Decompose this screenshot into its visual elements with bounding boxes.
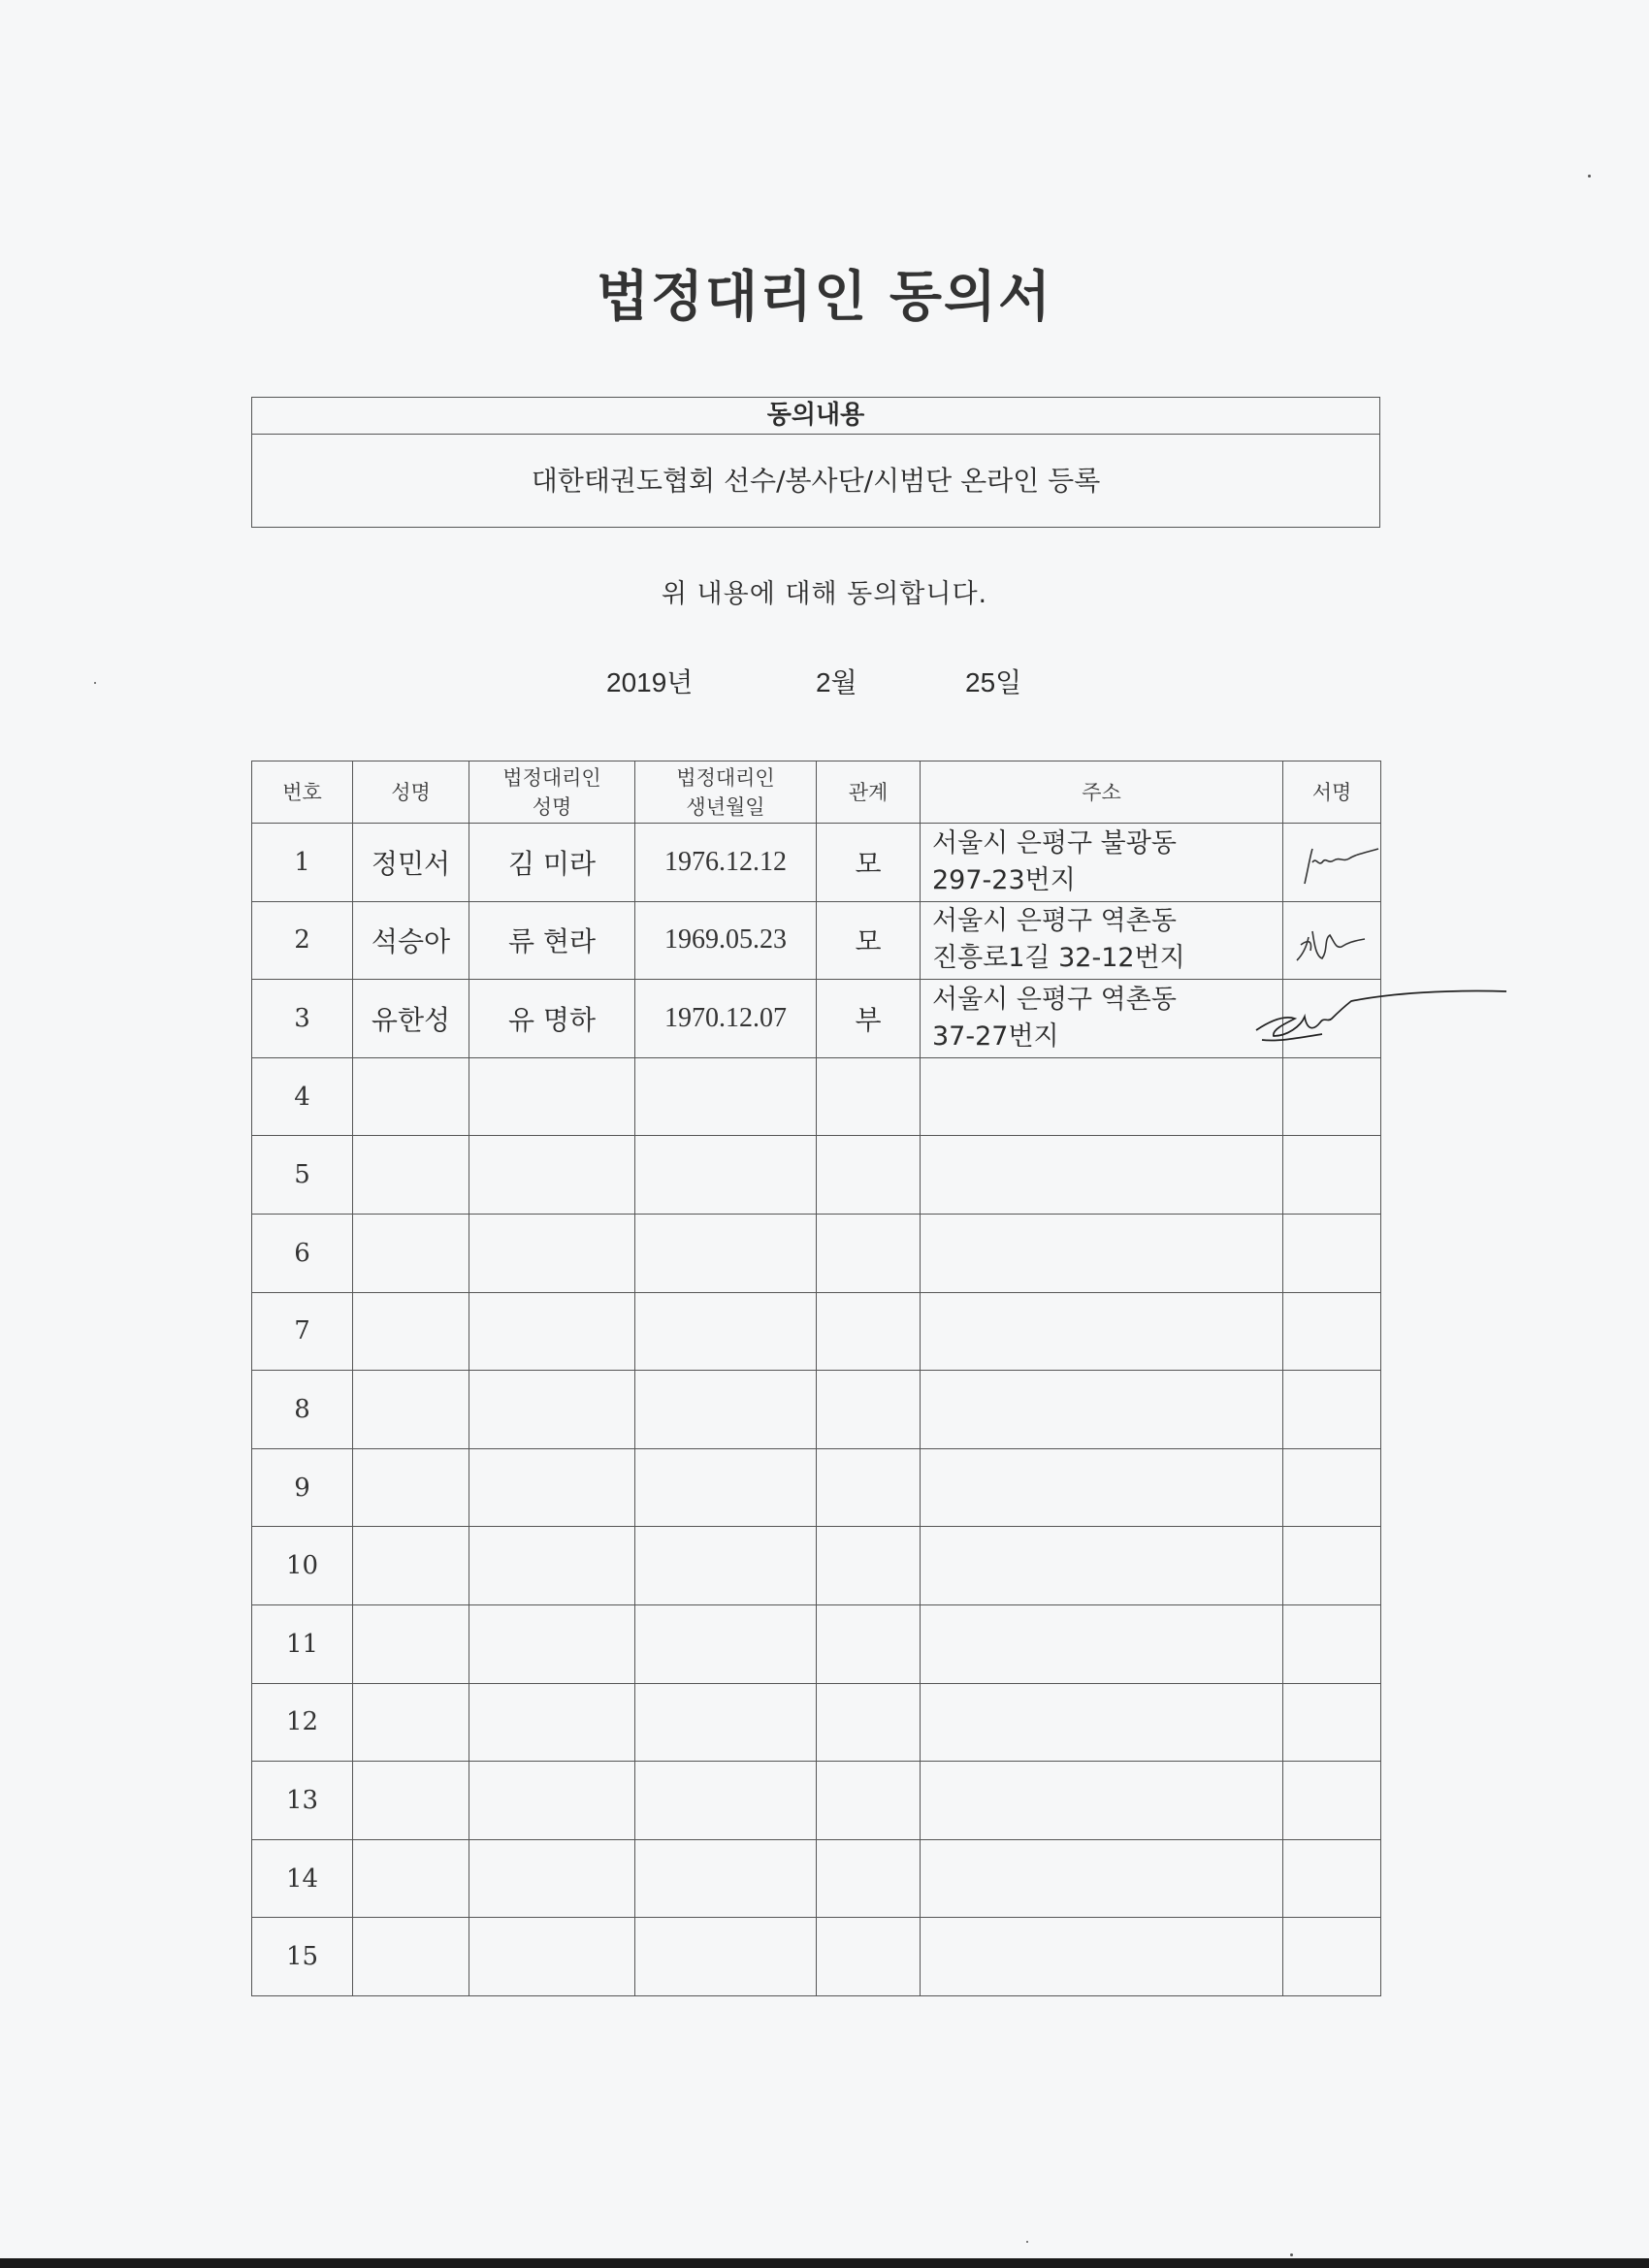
cell-guardian-name: 류 현라 <box>469 901 635 980</box>
cell-relation <box>817 1057 921 1136</box>
cell-guardian-birth <box>635 1918 817 1996</box>
cell-name <box>353 1214 469 1292</box>
cell-guardian-name <box>469 1839 635 1918</box>
consent-header: 동의내용 <box>252 398 1379 435</box>
cell-guardian-birth <box>635 1762 817 1840</box>
header-guardian-birth-line1: 법정대리인 <box>676 765 775 790</box>
cell-name: 석승아 <box>353 901 469 980</box>
cell-no: 12 <box>252 1683 353 1762</box>
signature-mark <box>1283 902 1390 980</box>
cell-guardian-name <box>469 1527 635 1605</box>
address-line2: 진흥로1길 32-12번지 <box>932 943 1185 974</box>
cell-name: 정민서 <box>353 824 469 902</box>
cell-no: 3 <box>252 980 353 1058</box>
cell-no: 8 <box>252 1371 353 1449</box>
cell-relation <box>817 1527 921 1605</box>
cell-address <box>921 1057 1283 1136</box>
cell-guardian-name <box>469 1136 635 1215</box>
table-row <box>252 1448 1381 1527</box>
cell-relation <box>817 1918 921 1996</box>
cell-address <box>921 1762 1283 1840</box>
header-guardian-birth <box>635 761 817 824</box>
table-row <box>252 1604 1381 1683</box>
cell-signature <box>1283 901 1381 980</box>
signature-mark <box>1245 980 1516 1057</box>
cell-no: 11 <box>252 1604 353 1683</box>
cell-guardian-name <box>469 1292 635 1371</box>
cell-relation <box>817 1762 921 1840</box>
cell-relation: 모 <box>817 901 921 980</box>
cell-signature <box>1283 1448 1381 1527</box>
cell-name: 유한성 <box>353 980 469 1058</box>
scan-edge <box>0 2258 1649 2268</box>
scan-speck <box>94 682 96 684</box>
table-row <box>252 1371 1381 1449</box>
cell-name <box>353 1604 469 1683</box>
cell-no: 2 <box>252 901 353 980</box>
cell-relation: 부 <box>817 980 921 1058</box>
cell-no: 13 <box>252 1762 353 1840</box>
cell-guardian-name <box>469 1604 635 1683</box>
cell-name <box>353 1057 469 1136</box>
cell-guardian-name <box>469 1762 635 1840</box>
consent-box <box>251 397 1380 528</box>
header-signature: 서명 <box>1283 761 1381 824</box>
cell-address <box>921 1214 1283 1292</box>
cell-guardian-birth <box>635 1683 817 1762</box>
address-line1: 서울시 은평구 역촌동 <box>932 984 1177 1015</box>
cell-signature <box>1283 980 1381 1058</box>
cell-address <box>921 1527 1283 1605</box>
cell-name <box>353 1839 469 1918</box>
header-guardian-birth-line2: 생년월일 <box>686 794 765 819</box>
cell-guardian-name: 김 미라 <box>469 824 635 902</box>
cell-relation: 모 <box>817 824 921 902</box>
document-title: 법정대리인 동의서 <box>596 266 1053 329</box>
cell-name <box>353 1292 469 1371</box>
cell-address <box>921 1683 1283 1762</box>
cell-address <box>921 1918 1283 1996</box>
table-row <box>252 824 1381 902</box>
cell-signature <box>1283 1136 1381 1215</box>
cell-signature <box>1283 1683 1381 1762</box>
header-relation: 관계 <box>817 761 921 824</box>
cell-relation <box>817 1683 921 1762</box>
cell-signature <box>1283 824 1381 902</box>
address-line2: 37-27번지 <box>932 1021 1059 1052</box>
cell-guardian-birth <box>635 1527 817 1605</box>
table-row <box>252 1136 1381 1215</box>
cell-guardian-name <box>469 1214 635 1292</box>
cell-address <box>921 1292 1283 1371</box>
cell-no: 10 <box>252 1527 353 1605</box>
table-row <box>252 1683 1381 1762</box>
table-header-row <box>252 761 1381 824</box>
cell-guardian-birth: 1970.12.07 <box>635 980 817 1058</box>
cell-address <box>921 1371 1283 1449</box>
table-row <box>252 1918 1381 1996</box>
cell-no: 6 <box>252 1214 353 1292</box>
cell-no: 5 <box>252 1136 353 1215</box>
cell-relation <box>817 1214 921 1292</box>
cell-address <box>921 1136 1283 1215</box>
cell-no: 14 <box>252 1839 353 1918</box>
cell-guardian-name <box>469 1918 635 1996</box>
cell-no: 15 <box>252 1918 353 1996</box>
address-line2: 297-23번지 <box>932 864 1076 895</box>
cell-signature <box>1283 1214 1381 1292</box>
scan-speck <box>1290 2253 1293 2256</box>
header-guardian-name-line1: 법정대리인 <box>502 765 601 790</box>
cell-guardian-birth: 1976.12.12 <box>635 824 817 902</box>
agree-statement: 위 내용에 대해 동의합니다. <box>661 579 988 609</box>
cell-signature <box>1283 1839 1381 1918</box>
cell-relation <box>817 1839 921 1918</box>
cell-address <box>921 1604 1283 1683</box>
cell-name <box>353 1136 469 1215</box>
cell-relation <box>817 1604 921 1683</box>
cell-relation <box>817 1448 921 1527</box>
header-address: 주소 <box>921 761 1283 824</box>
cell-no: 9 <box>252 1448 353 1527</box>
cell-guardian-name: 유 명하 <box>469 980 635 1058</box>
cell-guardian-birth <box>635 1604 817 1683</box>
cell-guardian-birth <box>635 1839 817 1918</box>
cell-signature <box>1283 1762 1381 1840</box>
cell-address <box>921 1448 1283 1527</box>
table-row <box>252 1214 1381 1292</box>
cell-guardian-name <box>469 1448 635 1527</box>
cell-no: 7 <box>252 1292 353 1371</box>
table-row <box>252 1057 1381 1136</box>
cell-guardian-birth <box>635 1214 817 1292</box>
header-guardian-name <box>469 761 635 824</box>
scan-speck <box>1026 2241 1028 2243</box>
table-row <box>252 1839 1381 1918</box>
cell-guardian-name <box>469 1371 635 1449</box>
cell-guardian-name <box>469 1683 635 1762</box>
signature-mark <box>1283 824 1390 901</box>
cell-name <box>353 1918 469 1996</box>
address-line1: 서울시 은평구 역촌동 <box>932 906 1177 937</box>
cell-name <box>353 1683 469 1762</box>
cell-address <box>921 1839 1283 1918</box>
address-line1: 서울시 은평구 불광동 <box>932 827 1177 859</box>
cell-name <box>353 1527 469 1605</box>
cell-relation <box>817 1136 921 1215</box>
cell-guardian-birth <box>635 1448 817 1527</box>
cell-name <box>353 1371 469 1449</box>
cell-guardian-birth: 1969.05.23 <box>635 901 817 980</box>
consent-content: 대한태권도협회 선수/봉사단/시범단 온라인 등록 <box>531 465 1101 497</box>
scan-speck <box>1588 175 1591 178</box>
cell-signature <box>1283 1527 1381 1605</box>
cell-name <box>353 1448 469 1527</box>
cell-name <box>353 1762 469 1840</box>
guardian-table <box>251 761 1381 1996</box>
table-row <box>252 1292 1381 1371</box>
table-row <box>252 1762 1381 1840</box>
cell-address <box>921 824 1283 902</box>
cell-address <box>921 901 1283 980</box>
cell-guardian-birth <box>635 1292 817 1371</box>
table-row <box>252 980 1381 1058</box>
cell-signature <box>1283 1918 1381 1996</box>
cell-signature <box>1283 1292 1381 1371</box>
date-day: 25일 <box>965 667 1022 697</box>
table-row <box>252 901 1381 980</box>
cell-signature <box>1283 1604 1381 1683</box>
table-row <box>252 1527 1381 1605</box>
cell-no: 4 <box>252 1057 353 1136</box>
date-year: 2019년 <box>606 667 694 697</box>
cell-signature <box>1283 1057 1381 1136</box>
header-guardian-name-line2: 성명 <box>532 794 572 819</box>
date-month: 2월 <box>816 667 857 697</box>
cell-guardian-birth <box>635 1136 817 1215</box>
cell-no: 1 <box>252 824 353 902</box>
header-name: 성명 <box>353 761 469 824</box>
cell-signature <box>1283 1371 1381 1449</box>
header-no: 번호 <box>252 761 353 824</box>
cell-guardian-birth <box>635 1057 817 1136</box>
cell-relation <box>817 1292 921 1371</box>
cell-guardian-birth <box>635 1371 817 1449</box>
cell-relation <box>817 1371 921 1449</box>
cell-guardian-name <box>469 1057 635 1136</box>
cell-address <box>921 980 1283 1058</box>
